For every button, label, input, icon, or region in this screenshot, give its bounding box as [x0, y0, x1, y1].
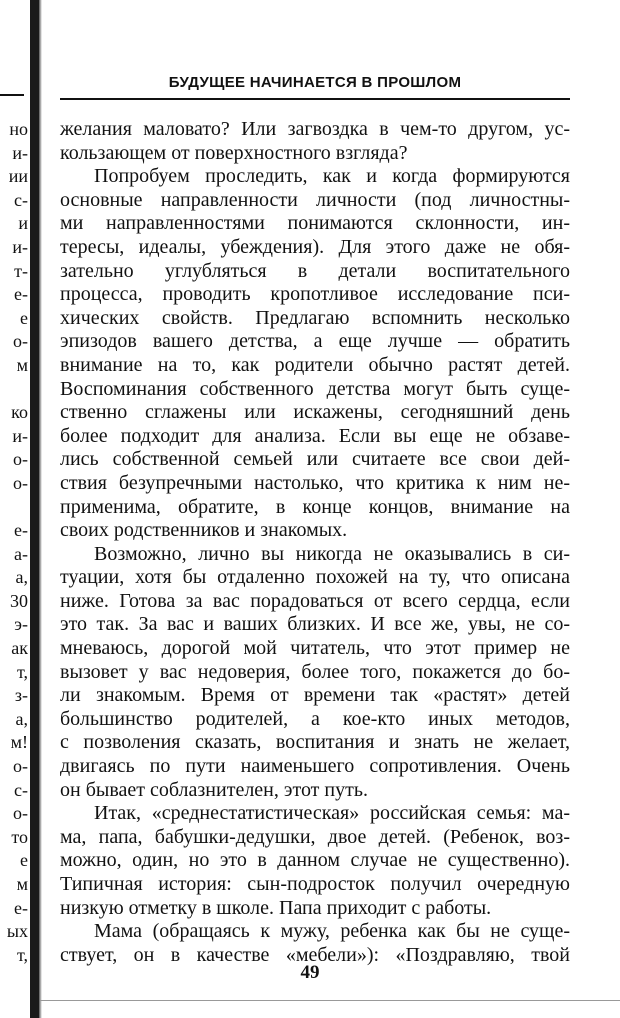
text-line: лись собственной семьей или считаете все свои дей- [60, 448, 570, 471]
page-number: 49 [300, 962, 320, 983]
body-text [60, 118, 570, 967]
header-rule [60, 98, 570, 100]
text-line: своих родственников и знакомых. [60, 519, 348, 542]
text-line: с позволения сказать, воспитания и знать не желает, [60, 731, 570, 754]
text-line: вызовет у вас недоверия, более того, покажется до бо- [60, 660, 570, 683]
text-line: кользающем от поверхностного взгляда? [60, 141, 408, 164]
margin-fragment: е [20, 307, 28, 328]
margin-fragment: т, [16, 944, 28, 965]
margin-fragment [0, 496, 28, 520]
running-header: БУДУЩЕЕ НАЧИНАЕТСЯ В ПРОШЛОМ [168, 74, 462, 91]
spine-gradient [39, 0, 42, 1018]
text-line: Итак, «среднестатистическая» российская семья: ма- [94, 802, 570, 825]
margin-fragment: ко [11, 402, 28, 423]
facing-page-fragments [0, 118, 28, 967]
margin-fragment: з- [14, 685, 28, 706]
margin-fragment: 30 [10, 590, 28, 611]
text-line: он бывает соблазнителен, этот путь. [60, 778, 368, 801]
margin-fragment: а, [15, 708, 28, 729]
text-line: туации, хотя бы отдаленно похожей на ту, что описана [60, 566, 570, 589]
text-line: можно, один, но это в данном случае не существенно). [60, 849, 570, 872]
margin-fragment: о- [13, 331, 28, 352]
margin-fragment: м [16, 874, 28, 894]
text-line: основные направленности личности (под личностны- [60, 188, 570, 211]
book-spine-shadow [30, 0, 39, 1018]
margin-fragment: то [11, 826, 28, 847]
text-line: применима, обратите, в конце концов, внимание на [60, 495, 570, 518]
margin-fragment: а- [14, 543, 28, 564]
text-line: более подходит для анализа. Если вы еще не обзаве- [60, 424, 570, 447]
margin-fragment: с- [14, 779, 28, 800]
margin-fragment: т, [16, 661, 28, 682]
facing-page-header-rule [0, 94, 24, 96]
margin-fragment: э- [14, 614, 28, 635]
margin-fragment: м! [10, 732, 28, 753]
margin-fragment: о- [13, 449, 28, 470]
text-line: ствует, он в качестве «мебели»): «Поздравляю, твой [60, 943, 570, 966]
text-line: Возможно, лично вы никогда не оказывались в си- [94, 542, 570, 565]
text-line: ма, папа, бабушки-дедушки, двое детей. (Ребенок, воз- [60, 825, 570, 848]
margin-fragment: но [9, 119, 28, 139]
margin-fragment: и- [12, 425, 28, 446]
text-line: хических свойств. Предлагаю вспомнить несколько [60, 306, 570, 329]
text-line: большинство родителей, а кое-кто иных методов, [60, 707, 570, 730]
text-line: Типичная история: сын-подросток получил очередную [60, 873, 570, 895]
text-line: зательно углубляться в детали воспитательного [60, 259, 570, 282]
margin-fragment: о- [13, 803, 28, 824]
margin-fragment: е- [14, 284, 28, 305]
text-line: низкую отметку в школе. Папа приходит с работы. [60, 896, 492, 919]
text-line: желания маловато? Или загвоздка в чем-то другом, ус- [60, 118, 570, 140]
text-line: это так. За вас и ваших близких. И все же, увы, не со- [60, 613, 570, 636]
margin-fragment: е- [14, 520, 28, 541]
text-line: тересы, идеалы, убеждения). Для этого даже не обя- [60, 235, 570, 258]
text-line: внимание на то, как родители обычно растят детей. [60, 353, 570, 376]
margin-fragment: ых [6, 921, 28, 942]
text-line: ли знакомым. Время от времени так «растят» детей [60, 684, 570, 707]
margin-fragment [0, 378, 28, 402]
margin-fragment: и- [12, 236, 28, 257]
margin-fragment: о- [13, 756, 28, 777]
text-line: ниже. Готова за вас порадоваться от всего сердца, если [60, 589, 570, 612]
text-line: эпизодов вашего детства, а еще лучше — обратить [60, 330, 570, 353]
text-line: ми направленностями понимаются склонности, ин- [60, 212, 570, 235]
text-line: Воспоминания собственного детства могут быть суще- [60, 377, 570, 400]
margin-fragment: а, [15, 567, 28, 588]
margin-fragment: т- [14, 260, 28, 281]
text-line: мневаюсь, дорогой мой читатель, что этот пример не [60, 637, 570, 660]
text-line: Попробуем проследить, как и когда формируются [94, 165, 570, 188]
text-line: ственно сглажены или искажены, сегодняшний день [60, 401, 570, 424]
margin-fragment: ак [11, 638, 28, 659]
margin-fragment: е [20, 850, 28, 871]
page-bottom-edge [40, 1000, 620, 1001]
margin-fragment: ии [8, 166, 28, 187]
margin-fragment: с- [14, 189, 28, 210]
text-line: процесса, проводить кропотливое исследование пси- [60, 283, 570, 306]
margin-fragment: и- [12, 142, 28, 163]
margin-fragment: о- [13, 472, 28, 493]
text-line: ствия безупречными настолько, что критика к ним не- [60, 471, 570, 494]
text-line: двигаясь по пути наименьшего сопротивления. Очень [60, 755, 570, 778]
text-line: Мама (обращаясь к мужу, ребенка как бы не суще- [94, 920, 570, 943]
margin-fragment: е- [14, 897, 28, 918]
margin-fragment: м [16, 354, 28, 375]
margin-fragment: и [18, 213, 28, 234]
